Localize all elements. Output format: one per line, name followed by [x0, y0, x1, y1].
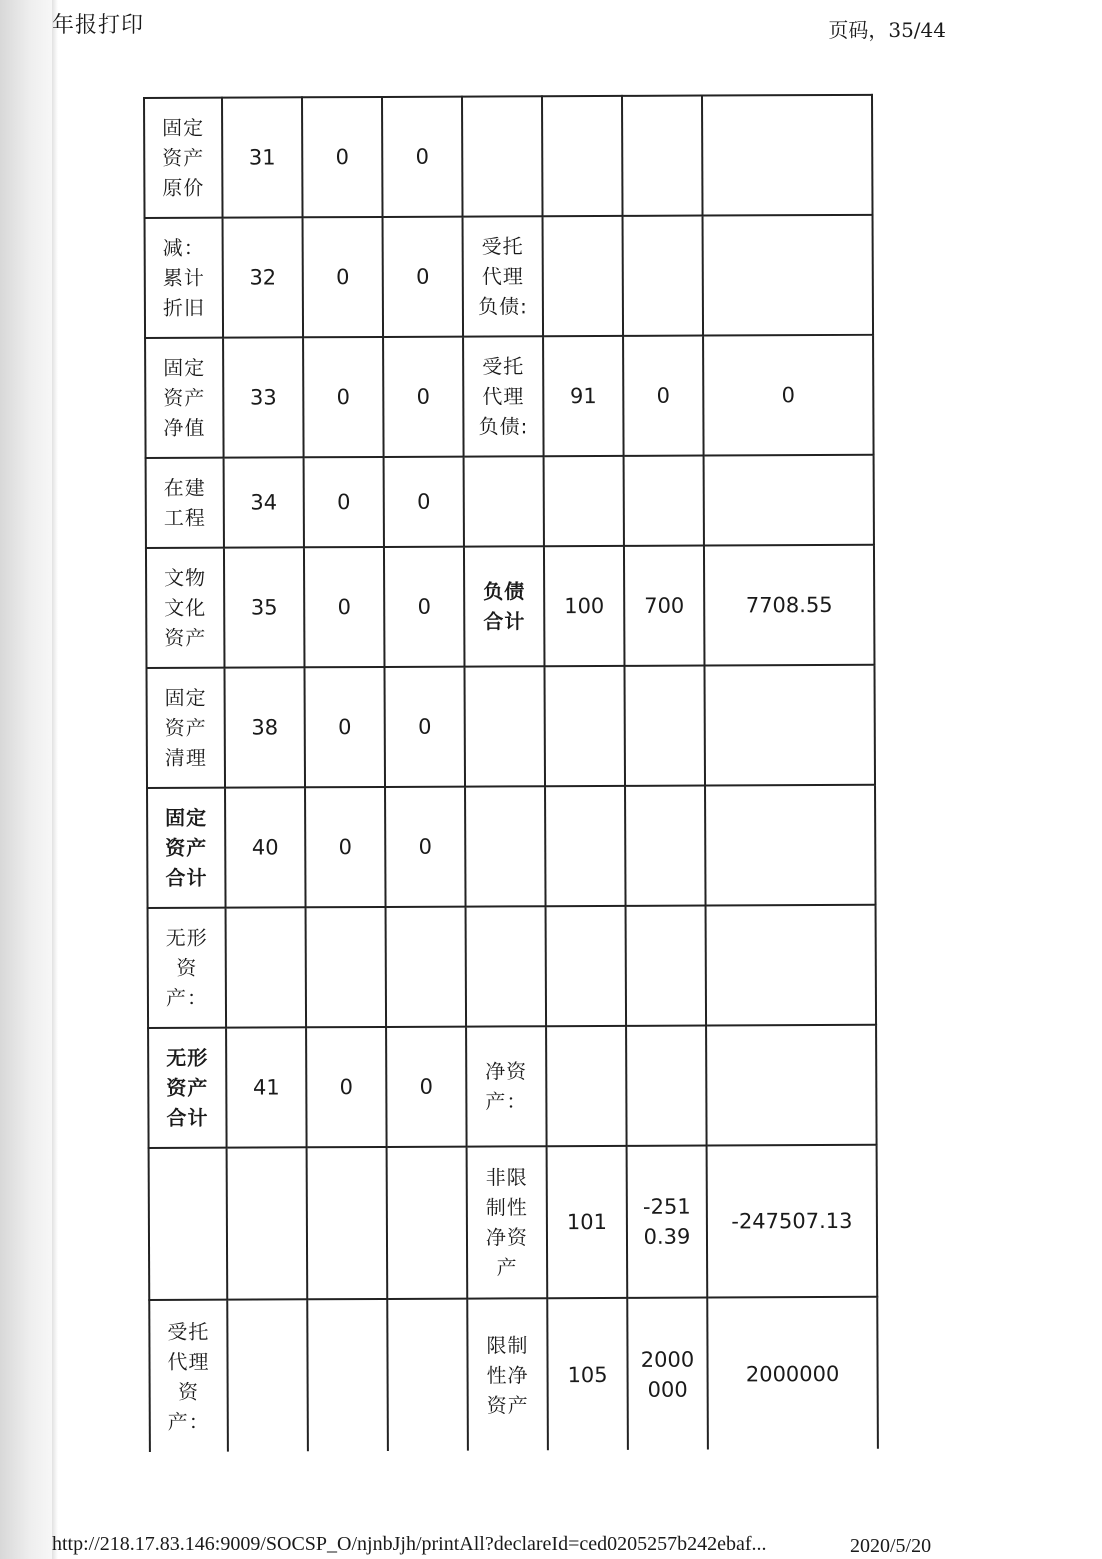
- asset-item-name-line: 净值: [163, 415, 206, 440]
- asset-line-number: 38: [224, 667, 305, 787]
- liability-begin-amount: [624, 666, 705, 786]
- liability-item-name-line: 产: [496, 1255, 518, 1280]
- asset-item-name-line: 在建: [163, 475, 206, 500]
- liability-begin-amount-line: 000: [647, 1377, 688, 1402]
- page-shadow: [52, 0, 58, 1559]
- liability-line-number: 100: [544, 546, 625, 666]
- asset-item-name-line: 资产: [164, 625, 207, 650]
- footer-url: http://218.17.83.146:9009/SOCSP_O/njnbJjh/printAll?declareId=ced0205257b242ebaf...: [52, 1533, 767, 1555]
- asset-item-name-line: 固定: [162, 115, 205, 140]
- table-row: [145, 335, 874, 458]
- liability-item-name: [464, 546, 545, 666]
- asset-item-name-line: 固定: [163, 355, 206, 380]
- asset-item-name: [146, 458, 224, 548]
- asset-end-amount: 0: [384, 547, 465, 667]
- asset-line-number: [227, 1147, 308, 1299]
- liability-line-number: [545, 786, 626, 906]
- asset-item-name-line: 资: [176, 955, 198, 980]
- liability-begin-amount: [623, 216, 704, 336]
- asset-item-name-line: 固定: [165, 805, 208, 830]
- asset-end-amount: 0: [384, 457, 464, 547]
- asset-begin-amount: 0: [304, 667, 385, 787]
- liability-item-name: [466, 906, 547, 1026]
- asset-begin-amount: 0: [302, 97, 383, 217]
- liability-begin-amount-line: -251: [642, 1194, 691, 1219]
- asset-item-name: [145, 338, 224, 458]
- liability-line-number: 101: [547, 1146, 628, 1298]
- liability-begin-amount: 700: [624, 546, 705, 666]
- asset-begin-amount: [306, 907, 387, 1027]
- asset-end-amount: [387, 1147, 468, 1299]
- asset-item-name: [148, 908, 227, 1028]
- asset-end-amount: 0: [385, 787, 466, 907]
- liability-begin-amount: [627, 1146, 708, 1298]
- liability-line-number: [542, 96, 623, 216]
- liability-item-name: [467, 1146, 548, 1298]
- liability-end-amount: [704, 455, 874, 546]
- asset-begin-amount: 0: [303, 217, 384, 337]
- table-row: [149, 1297, 878, 1452]
- asset-begin-amount: 0: [303, 337, 384, 457]
- asset-item-name-line: 资产: [163, 385, 206, 410]
- liability-item-name-line: 非限: [485, 1165, 528, 1190]
- asset-begin-amount: 0: [304, 547, 385, 667]
- balance-sheet-table: [143, 94, 879, 1452]
- liability-item-name-line: 代理: [481, 264, 524, 289]
- asset-begin-amount: 0: [305, 787, 386, 907]
- table-row: [148, 905, 877, 1028]
- asset-end-amount: 0: [383, 337, 464, 457]
- asset-item-name-line: 文物: [164, 565, 207, 590]
- asset-item-name-line: 文化: [164, 595, 207, 620]
- table-row: [147, 785, 876, 908]
- asset-line-number: [226, 907, 307, 1027]
- table-row: [149, 1145, 878, 1300]
- asset-line-number: 31: [222, 97, 303, 217]
- liability-begin-amount: 0: [623, 336, 704, 456]
- asset-begin-amount: [307, 1299, 388, 1451]
- liability-end-amount: [704, 665, 875, 786]
- asset-line-number: 32: [223, 217, 304, 337]
- liability-end-amount: [702, 95, 873, 216]
- page-indicator: 页码，35/44: [828, 18, 946, 42]
- asset-item-name-line: 合计: [165, 865, 208, 890]
- asset-item-name-line: 代理: [167, 1349, 210, 1374]
- liability-end-amount: [706, 905, 877, 1026]
- print-header-title: 年报打印: [52, 13, 145, 38]
- liability-line-number: [546, 906, 627, 1026]
- asset-item-name-line: 无形: [166, 1045, 209, 1070]
- asset-begin-amount: 0: [304, 457, 384, 547]
- asset-end-amount: 0: [384, 667, 465, 787]
- asset-line-number: [227, 1299, 308, 1451]
- asset-line-number: 41: [226, 1027, 307, 1147]
- asset-begin-amount: [307, 1147, 388, 1299]
- asset-item-name: [149, 1300, 228, 1452]
- asset-item-name-line: 资产: [162, 145, 205, 170]
- asset-line-number: 40: [225, 787, 306, 907]
- liability-item-name: [466, 1026, 547, 1146]
- asset-item-name: [146, 548, 225, 668]
- asset-end-amount: [387, 1299, 468, 1451]
- liability-item-name-line: 资产: [486, 1392, 529, 1418]
- asset-end-amount: [386, 907, 467, 1027]
- liability-item-name-line: 负债:: [478, 414, 529, 439]
- liability-item-name-line: 性净: [486, 1362, 529, 1388]
- asset-end-amount: 0: [386, 1027, 467, 1147]
- asset-item-name-line: 折旧: [162, 295, 205, 320]
- table-row: [145, 215, 874, 338]
- liability-line-number: [543, 216, 624, 336]
- asset-item-name-line: 无形: [165, 925, 208, 950]
- scanner-edge: [0, 0, 52, 1559]
- liability-item-name-line: 净资: [485, 1225, 529, 1250]
- table-row: [144, 95, 873, 218]
- asset-item-name-line: 资: [178, 1379, 200, 1404]
- liability-item-name-line: 合计: [483, 609, 526, 634]
- liability-item-name-line: 负债:: [477, 294, 528, 319]
- liability-item-name: [464, 666, 545, 786]
- asset-item-name-line: 原价: [162, 175, 205, 200]
- asset-end-amount: 0: [382, 97, 463, 217]
- liability-line-number: [544, 666, 625, 786]
- liability-item-name-line: 受托: [481, 234, 524, 259]
- liability-item-name-line: 限制: [486, 1332, 529, 1358]
- asset-item-name-line: 受托: [167, 1319, 210, 1344]
- asset-item-name: [149, 1148, 228, 1300]
- asset-item-name-line: 合计: [166, 1105, 209, 1130]
- table-row: [148, 1025, 877, 1148]
- liability-item-name-line: 制性: [485, 1195, 528, 1220]
- asset-item-name: [145, 218, 224, 338]
- liability-item-name-line: 净资: [485, 1059, 528, 1084]
- liability-line-number: 105: [547, 1298, 628, 1450]
- liability-end-amount: -247507.13: [707, 1145, 878, 1298]
- asset-item-name-line: 资产: [165, 835, 208, 860]
- table-row: [146, 545, 875, 668]
- asset-item-name-line: 资产: [164, 715, 207, 740]
- asset-item-name-line: 产：: [165, 985, 208, 1010]
- liability-end-amount: [706, 1025, 877, 1146]
- asset-begin-amount: 0: [306, 1027, 387, 1147]
- liability-line-number: 91: [543, 336, 624, 456]
- table-body: [144, 95, 878, 1452]
- liability-item-name-line: 负债: [483, 579, 526, 604]
- table-row: [146, 665, 875, 788]
- asset-item-name-line: 固定: [164, 685, 207, 710]
- liability-line-number: [544, 456, 624, 546]
- liability-end-amount: [705, 785, 876, 906]
- liability-item-name-line: 代理: [482, 384, 525, 409]
- liability-item-name-line: 受托: [482, 354, 525, 379]
- liability-item-name: [463, 336, 544, 456]
- footer-date: 2020/5/20: [850, 1535, 932, 1557]
- liability-end-amount: 2000000: [707, 1297, 878, 1450]
- asset-item-name: [148, 1028, 227, 1148]
- liability-item-name: [467, 1298, 548, 1450]
- liability-item-name: [463, 216, 544, 336]
- asset-item-name: [147, 788, 226, 908]
- liability-item-name: [464, 456, 544, 546]
- liability-begin-amount: [626, 906, 707, 1026]
- asset-line-number: 34: [224, 457, 304, 547]
- asset-end-amount: 0: [383, 217, 464, 337]
- asset-item-name-line: 清理: [164, 745, 207, 770]
- asset-item-name-line: 产：: [167, 1409, 210, 1434]
- liability-begin-amount-line: 0.39: [643, 1224, 691, 1249]
- liability-begin-amount: [622, 96, 703, 216]
- liability-item-name: [465, 786, 546, 906]
- asset-item-name: [144, 98, 223, 218]
- liability-begin-amount: [627, 1298, 708, 1450]
- liability-item-name: [462, 96, 543, 216]
- liability-end-amount: 0: [703, 335, 874, 456]
- asset-item-name-line: 累计: [162, 265, 205, 290]
- liability-line-number: [546, 1026, 627, 1146]
- asset-line-number: 33: [223, 337, 304, 457]
- liability-end-amount: 7708.55: [704, 545, 875, 666]
- asset-line-number: 35: [224, 547, 305, 667]
- asset-item-name: [146, 668, 225, 788]
- liability-begin-amount: [624, 456, 704, 546]
- liability-begin-amount-line: 2000: [640, 1347, 695, 1372]
- liability-begin-amount: [626, 1026, 707, 1146]
- asset-item-name-line: 减：: [162, 235, 205, 260]
- table-row: [146, 455, 874, 548]
- asset-item-name-line: 工程: [163, 505, 206, 530]
- asset-item-name-line: 资产: [166, 1075, 209, 1100]
- liability-end-amount: [703, 215, 874, 336]
- liability-item-name-line: 产：: [485, 1089, 528, 1114]
- liability-begin-amount: [625, 786, 706, 906]
